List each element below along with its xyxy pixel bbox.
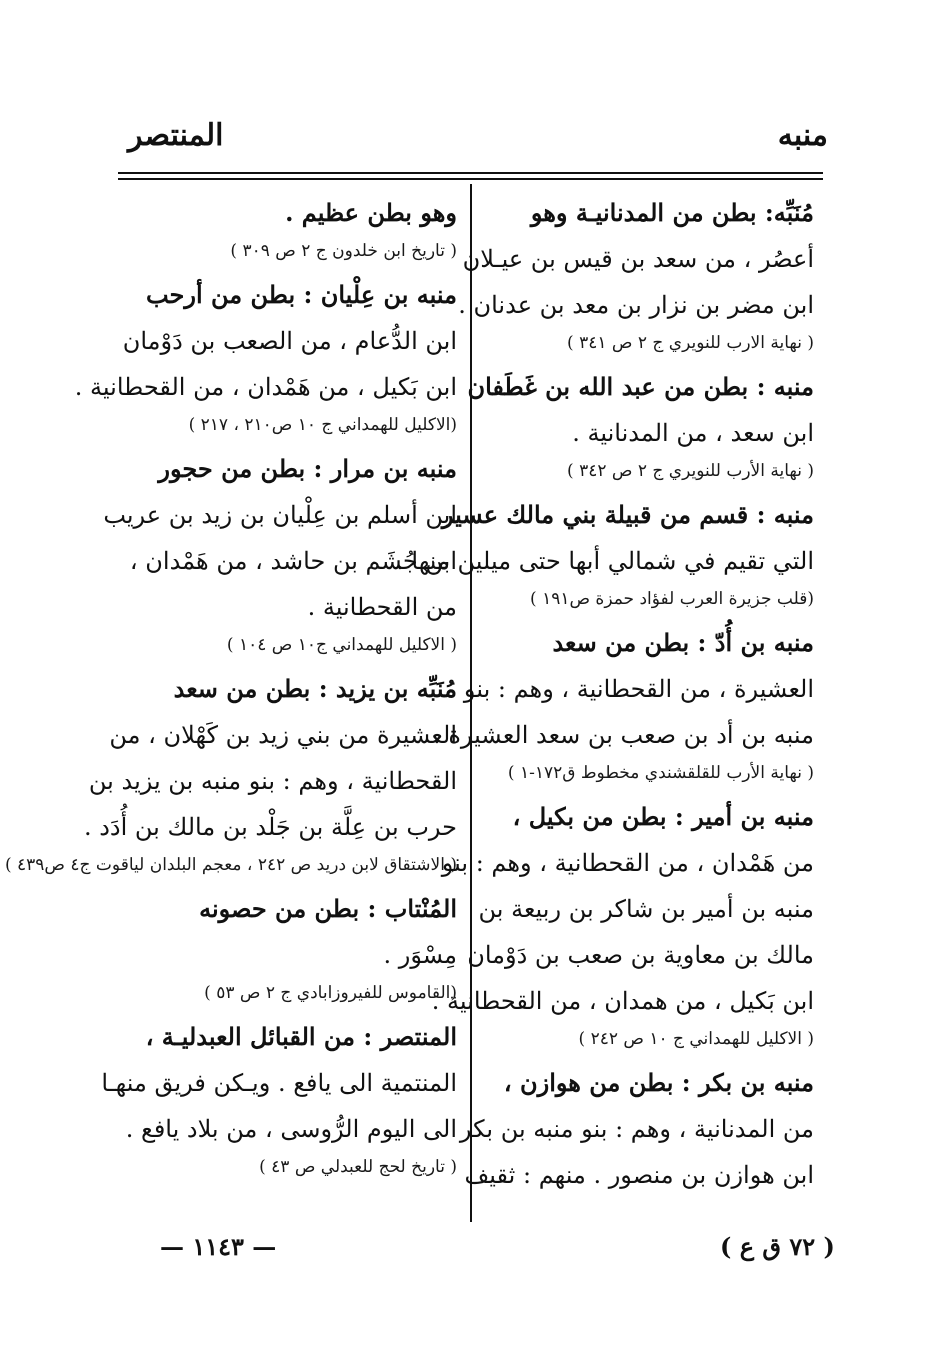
entry: [431, 794, 814, 1054]
entry-source: ( الاشتقاق لابن دريد ص ٢٤٢ ، معجم البلدان لياقوت ج٤ ص٤٣٩ ): [4, 855, 457, 875]
entry-line: ابن أسلم بن عِلْيان بن زيد بن عريب: [103, 501, 457, 529]
entry-line: مالك بن معاوية بن صعب بن دَوْمان: [467, 941, 814, 969]
signature-mark: ( ٧٢ ق ع ): [720, 1232, 835, 1261]
entry-source: ( الاكليل للهمداني ج ١٠ ص ٢٤٢ ): [578, 1029, 814, 1049]
entry-headline: منبه بن بكر : بطن من هوازن ،: [503, 1068, 814, 1097]
entry-headline: منبه بن أمير : بطن من بكيل ،: [512, 802, 814, 831]
entry-line: العشيرة من بني زيد بن كَهْلان ، من: [109, 721, 457, 749]
entry-line: من المدنانية ، وهم : بنو منبه بن بكر: [459, 1115, 814, 1143]
running-head-left: المنتصر: [128, 118, 224, 153]
entry-headline: مُنَبِّه بن يزيد : بطن من سعد: [173, 674, 457, 703]
entry-headline: مُنَبِّه: بطن من المدنانيـة وهو: [530, 198, 814, 227]
entry-headline: منبه بن مرار : بطن من حجور: [158, 454, 457, 483]
entry-line: منبه بن أمير بن شاكر بن ربيعة بن: [478, 895, 814, 923]
entry-line: ابن الدُّعام ، من الصعب بن دَوْمان: [122, 327, 457, 355]
entry-line: المنتمية الى يافع . ويـكن فريق منهـا: [101, 1069, 457, 1097]
entry-line: مِسْوَر .: [383, 941, 457, 969]
entry-source: ( تاريخ لحج للعبدلي ص ٤٣ ): [259, 1157, 457, 1177]
entry-line: حرب بن عِلَّة بن جَلْد بن مالك بن أُدَد .: [83, 813, 457, 841]
entry-line: ابن سعد ، من المدنانية .: [572, 419, 814, 447]
entry-line: العشيرة ، من القحطانية ، وهم : بنو: [463, 675, 814, 703]
entry-line: من هَمْدان ، من القحطانية ، وهم : بنو: [441, 849, 814, 877]
entry-line: أعصُر ، من سعد بن قيس بن عيـلان: [462, 245, 814, 273]
entry-source: (الاكليل للهمداني ج ١٠ ص٢١٠ ، ٢١٧ ): [188, 415, 457, 435]
entry-line: التي تقيم في شمالي أبها حتى ميلين منها .: [396, 547, 814, 575]
entry-line: القحطانية ، وهم : بنو منبه بن يزيد بن: [88, 767, 457, 795]
entry-headline: وهو بطن عظيم .: [285, 198, 457, 227]
entry-line: من القحطانية .: [307, 593, 457, 621]
page-number: — ١١٤٣ —: [160, 1232, 277, 1261]
entry: [433, 620, 814, 788]
entry-headline: منبه : قسم من قبيلة بني مالك عسير: [441, 500, 814, 529]
entry: [458, 190, 814, 358]
entry-source: ( نهاية الأرب للقلقشندي مخطوط ق١٧٢-١ ): [507, 763, 814, 783]
entry-source: ( نهاية الارب للنويري ج ٢ ص ٣٤١ ): [567, 333, 814, 353]
header-rule-top: [118, 172, 823, 174]
entry-headline: منبه بن عِلْيان : بطن من أرحب: [145, 280, 457, 309]
entry-line: الى اليوم الرُّوسى ، من بلاد يافع .: [125, 1115, 457, 1143]
left-column: [4, 190, 457, 1188]
entry-source: (القاموس للفيروزابادي ج ٢ ص ٥٣ ): [204, 983, 457, 1003]
entry-source: ( نهاية الأرب للنويري ج ٢ ص ٣٤٢ ): [567, 461, 814, 481]
entry-headline: منبه بن أُدّ : بطن من سعد: [552, 628, 814, 657]
entry: [112, 190, 457, 266]
entry-line: ابن مضر بن نزار بن معد بن عدنان .: [458, 291, 814, 319]
entry-line: ابن بَكيل ، من همدان ، من القحطانية .: [431, 987, 814, 1015]
entry-source: ( الاكليل للهمداني ج١٠ ص ١٠٤ ): [226, 635, 457, 655]
entry: [112, 886, 457, 1008]
entry-headline: المُنْتاب : بطن من حصونه: [199, 894, 457, 923]
entry-headline: منبه : بطن من عبد الله بن غَطَفان: [467, 372, 814, 401]
entry: [101, 1014, 457, 1182]
entry: [74, 272, 457, 440]
entry-source: ( تاريخ ابن خلدون ج ٢ ص ٣٠٩ ): [230, 241, 457, 261]
running-head-right: منبه: [777, 118, 828, 153]
entry-line: ابن بَكيل ، من هَمْدان ، من القحطانية .: [74, 373, 457, 401]
entry-line: ابن جُشَم بن حاشد ، من هَمْدان ،: [129, 547, 457, 575]
entry: [459, 1060, 814, 1198]
entry-line: ابن هوازن بن منصور . منهم : ثقيف: [464, 1161, 814, 1189]
entry: [4, 666, 457, 880]
entry: [396, 492, 814, 614]
entry-source: (قلب جزيرة العرب لفؤاد حمزة ص١٩١ ): [530, 589, 814, 609]
header-rule-bottom: [118, 178, 823, 180]
entry: [467, 364, 814, 486]
entry-headline: المنتصر : من القبائل العبدليـة ،: [145, 1022, 457, 1051]
entry: [103, 446, 457, 660]
entry-line: منبه بن أد بن صعب بن سعد العشيرة .: [433, 721, 814, 749]
